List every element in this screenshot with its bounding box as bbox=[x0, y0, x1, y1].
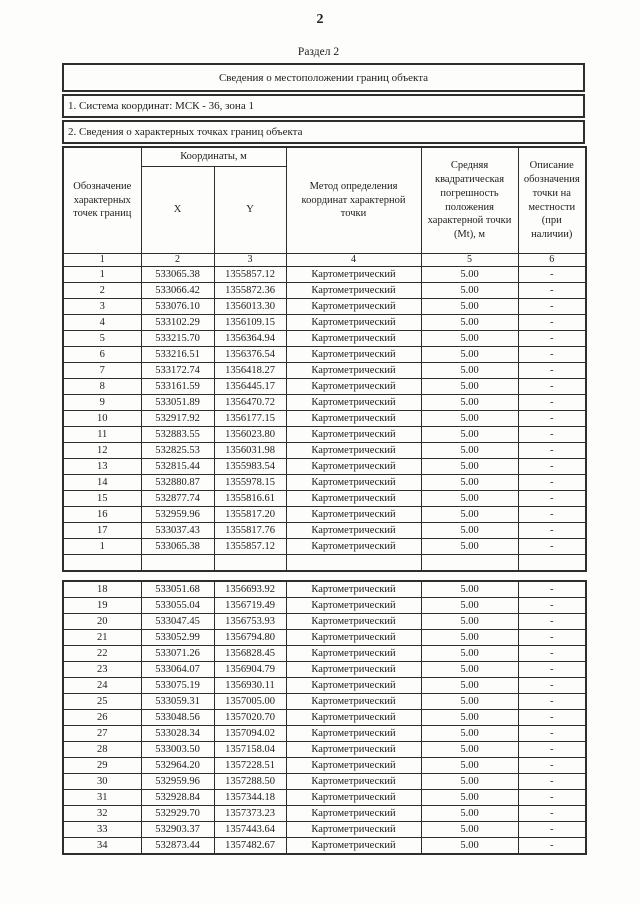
table-row bbox=[63, 283, 586, 299]
cell-col2: 532959.96 bbox=[141, 507, 214, 523]
cell-col1: 22 bbox=[63, 646, 141, 662]
cell-col5: 5 bbox=[421, 254, 518, 267]
cell-col3: 1355857.12 bbox=[214, 267, 286, 283]
cell-col3: 1357094.02 bbox=[214, 726, 286, 742]
cell-col3: 1355983.54 bbox=[214, 459, 286, 475]
header-point-label: Обозначение характерных точек границ bbox=[63, 147, 141, 254]
cell-col5: 5.00 bbox=[421, 614, 518, 630]
cell-col2: 532959.96 bbox=[141, 774, 214, 790]
points-section-1 bbox=[63, 267, 586, 572]
cell-col2: 533102.29 bbox=[141, 315, 214, 331]
cell-col6: - bbox=[518, 331, 586, 347]
cell-col2: 532928.84 bbox=[141, 790, 214, 806]
points-section-2 bbox=[63, 581, 586, 854]
cell-col5: 5.00 bbox=[421, 539, 518, 555]
header-description: Описание обозначения точки на местности (при наличии) bbox=[518, 147, 586, 254]
cell-col4: Картометрический bbox=[286, 507, 421, 523]
cell-col6: 6 bbox=[518, 254, 586, 267]
cell-col1: 23 bbox=[63, 662, 141, 678]
cell-col3: 1355978.15 bbox=[214, 475, 286, 491]
cell-col3: 1356693.92 bbox=[214, 581, 286, 598]
cell-col4: Картометрический bbox=[286, 822, 421, 838]
cell-col3: 1357228.51 bbox=[214, 758, 286, 774]
cell-col3: 1356364.94 bbox=[214, 331, 286, 347]
cell-col4: 4 bbox=[286, 254, 421, 267]
cell-col5: 5.00 bbox=[421, 662, 518, 678]
cell-col3: 1356719.49 bbox=[214, 598, 286, 614]
cell-col6: - bbox=[518, 598, 586, 614]
cell-col1: 3 bbox=[63, 299, 141, 315]
cell-col2: 532883.55 bbox=[141, 427, 214, 443]
table-row bbox=[63, 742, 586, 758]
cell-col2: 533052.99 bbox=[141, 630, 214, 646]
cell-col5: 5.00 bbox=[421, 507, 518, 523]
cell-col3: 1356794.80 bbox=[214, 630, 286, 646]
cell-col5: 5.00 bbox=[421, 491, 518, 507]
cell-col3: 1356904.79 bbox=[214, 662, 286, 678]
cell-col5: 5.00 bbox=[421, 758, 518, 774]
cell-col1: 7 bbox=[63, 363, 141, 379]
cell-col1: 6 bbox=[63, 347, 141, 363]
cell-col5: 5.00 bbox=[421, 315, 518, 331]
cell-col2 bbox=[141, 555, 214, 572]
cell-col1 bbox=[63, 555, 141, 572]
cell-col1: 29 bbox=[63, 758, 141, 774]
coord-system-note: 1. Система координат: МСК - 36, зона 1 bbox=[62, 94, 585, 118]
table-row bbox=[63, 539, 586, 555]
table-row bbox=[63, 758, 586, 774]
points-table-continued bbox=[62, 580, 587, 855]
page-number: 2 bbox=[316, 12, 324, 27]
cell-col4: Картометрический bbox=[286, 491, 421, 507]
cell-col6: - bbox=[518, 710, 586, 726]
table-row bbox=[63, 678, 586, 694]
cell-col3: 1355817.20 bbox=[214, 507, 286, 523]
table-row bbox=[63, 614, 586, 630]
cell-col6: - bbox=[518, 646, 586, 662]
cell-col3: 1356828.45 bbox=[214, 646, 286, 662]
cell-col6: - bbox=[518, 475, 586, 491]
table-row bbox=[63, 710, 586, 726]
cell-col1: 32 bbox=[63, 806, 141, 822]
cell-col1: 10 bbox=[63, 411, 141, 427]
cell-col6: - bbox=[518, 427, 586, 443]
cell-col3: 1356013.30 bbox=[214, 299, 286, 315]
cell-col6: - bbox=[518, 806, 586, 822]
cell-col4: Картометрический bbox=[286, 523, 421, 539]
section-label: Раздел 2 bbox=[297, 46, 340, 58]
cell-col4: Картометрический bbox=[286, 678, 421, 694]
table-section-gap bbox=[62, 572, 585, 580]
cell-col6: - bbox=[518, 299, 586, 315]
cell-col4: Картометрический bbox=[286, 411, 421, 427]
cell-col6: - bbox=[518, 742, 586, 758]
cell-col6: - bbox=[518, 523, 586, 539]
cell-col4: Картометрический bbox=[286, 427, 421, 443]
cell-col1: 15 bbox=[63, 491, 141, 507]
cell-col2: 533216.51 bbox=[141, 347, 214, 363]
table-row bbox=[63, 475, 586, 491]
cell-col2: 533065.38 bbox=[141, 539, 214, 555]
cell-col1: 34 bbox=[63, 838, 141, 855]
cell-col5: 5.00 bbox=[421, 581, 518, 598]
cell-col4: Картометрический bbox=[286, 283, 421, 299]
cell-col6: - bbox=[518, 726, 586, 742]
cell-col1: 27 bbox=[63, 726, 141, 742]
cell-col6: - bbox=[518, 283, 586, 299]
cell-col2: 532825.53 bbox=[141, 443, 214, 459]
cell-col4: Картометрический bbox=[286, 742, 421, 758]
cell-col3: 1356930.11 bbox=[214, 678, 286, 694]
cell-col4: Картометрический bbox=[286, 614, 421, 630]
cell-col3: 1355816.61 bbox=[214, 491, 286, 507]
cell-col3: 1356445.17 bbox=[214, 379, 286, 395]
cell-col2: 533055.04 bbox=[141, 598, 214, 614]
cell-col3: 1356753.93 bbox=[214, 614, 286, 630]
cell-col2: 532880.87 bbox=[141, 475, 214, 491]
table-row bbox=[63, 254, 586, 267]
cell-col3: 3 bbox=[214, 254, 286, 267]
cell-col1: 25 bbox=[63, 694, 141, 710]
cell-col2: 533065.38 bbox=[141, 267, 214, 283]
table-row bbox=[63, 379, 586, 395]
cell-col6 bbox=[518, 555, 586, 572]
cell-col3: 1357344.18 bbox=[214, 790, 286, 806]
cell-col5: 5.00 bbox=[421, 822, 518, 838]
cell-col4: Картометрический bbox=[286, 581, 421, 598]
cell-col6: - bbox=[518, 347, 586, 363]
cell-col5: 5.00 bbox=[421, 331, 518, 347]
cell-col3: 1356418.27 bbox=[214, 363, 286, 379]
table-row bbox=[63, 459, 586, 475]
cell-col4: Картометрический bbox=[286, 459, 421, 475]
table-row bbox=[63, 347, 586, 363]
cell-col5: 5.00 bbox=[421, 630, 518, 646]
cell-col4: Картометрический bbox=[286, 443, 421, 459]
cell-col6: - bbox=[518, 630, 586, 646]
table-row bbox=[63, 523, 586, 539]
cell-col4: Картометрический bbox=[286, 539, 421, 555]
cell-col3: 1357373.23 bbox=[214, 806, 286, 822]
table-row bbox=[63, 662, 586, 678]
cell-col4: Картометрический bbox=[286, 710, 421, 726]
cell-col3: 1356376.54 bbox=[214, 347, 286, 363]
header-coordinates-group: Координаты, м bbox=[141, 147, 286, 167]
cell-col6: - bbox=[518, 443, 586, 459]
cell-col6: - bbox=[518, 838, 586, 855]
cell-col2: 532873.44 bbox=[141, 838, 214, 855]
cell-col6: - bbox=[518, 694, 586, 710]
cell-col4: Картометрический bbox=[286, 694, 421, 710]
cell-col1: 4 bbox=[63, 315, 141, 331]
cell-col5: 5.00 bbox=[421, 742, 518, 758]
table-row bbox=[63, 806, 586, 822]
table-row bbox=[63, 427, 586, 443]
cell-col4: Картометрический bbox=[286, 630, 421, 646]
cell-col1: 33 bbox=[63, 822, 141, 838]
cell-col5: 5.00 bbox=[421, 694, 518, 710]
cell-col4: Картометрический bbox=[286, 379, 421, 395]
cell-col4: Картометрический bbox=[286, 838, 421, 855]
cell-col6: - bbox=[518, 363, 586, 379]
cell-col2: 533172.74 bbox=[141, 363, 214, 379]
cell-col6: - bbox=[518, 758, 586, 774]
cell-col1: 16 bbox=[63, 507, 141, 523]
cell-col5: 5.00 bbox=[421, 790, 518, 806]
cell-col6: - bbox=[518, 411, 586, 427]
cell-col1: 2 bbox=[63, 283, 141, 299]
cell-col5: 5.00 bbox=[421, 459, 518, 475]
cell-col5: 5.00 bbox=[421, 427, 518, 443]
cell-col1: 26 bbox=[63, 710, 141, 726]
cell-col1: 21 bbox=[63, 630, 141, 646]
cell-col6: - bbox=[518, 379, 586, 395]
cell-col6: - bbox=[518, 774, 586, 790]
cell-col1: 12 bbox=[63, 443, 141, 459]
table-row bbox=[63, 646, 586, 662]
table-row bbox=[63, 598, 586, 614]
cell-col2: 533048.56 bbox=[141, 710, 214, 726]
cell-col1: 1 bbox=[63, 254, 141, 267]
cell-col1: 11 bbox=[63, 427, 141, 443]
cell-col1: 9 bbox=[63, 395, 141, 411]
cell-col5: 5.00 bbox=[421, 347, 518, 363]
cell-col3: 1356470.72 bbox=[214, 395, 286, 411]
cell-col4: Картометрический bbox=[286, 806, 421, 822]
cell-col3: 1356031.98 bbox=[214, 443, 286, 459]
cell-col3: 1355872.36 bbox=[214, 283, 286, 299]
cell-col6: - bbox=[518, 614, 586, 630]
cell-col2: 533028.34 bbox=[141, 726, 214, 742]
cell-col4 bbox=[286, 555, 421, 572]
cell-col4: Картометрический bbox=[286, 475, 421, 491]
cell-col5: 5.00 bbox=[421, 774, 518, 790]
cell-col4: Картометрический bbox=[286, 299, 421, 315]
cell-col2: 532903.37 bbox=[141, 822, 214, 838]
document-body bbox=[62, 63, 585, 855]
table-row bbox=[63, 790, 586, 806]
cell-col3: 1357158.04 bbox=[214, 742, 286, 758]
cell-col3: 1357443.64 bbox=[214, 822, 286, 838]
cell-col2: 533066.42 bbox=[141, 283, 214, 299]
cell-col5: 5.00 bbox=[421, 395, 518, 411]
cell-col5: 5.00 bbox=[421, 363, 518, 379]
table-row bbox=[63, 838, 586, 855]
table-row bbox=[63, 822, 586, 838]
cell-col1: 13 bbox=[63, 459, 141, 475]
cell-col4: Картометрический bbox=[286, 646, 421, 662]
cell-col6: - bbox=[518, 315, 586, 331]
table-title: Сведения о местоположении границ объекта bbox=[62, 63, 585, 92]
cell-col5: 5.00 bbox=[421, 283, 518, 299]
cell-col1: 8 bbox=[63, 379, 141, 395]
cell-col1: 20 bbox=[63, 614, 141, 630]
cell-col5: 5.00 bbox=[421, 379, 518, 395]
cell-col2: 533075.19 bbox=[141, 678, 214, 694]
cell-col3: 1357482.67 bbox=[214, 838, 286, 855]
cell-col3: 1355817.76 bbox=[214, 523, 286, 539]
cell-col4: Картометрический bbox=[286, 315, 421, 331]
cell-col5: 5.00 bbox=[421, 838, 518, 855]
table-row bbox=[63, 299, 586, 315]
cell-col6: - bbox=[518, 581, 586, 598]
cell-col4: Картометрический bbox=[286, 662, 421, 678]
header-x: X bbox=[141, 167, 214, 254]
cell-col6: - bbox=[518, 539, 586, 555]
cell-col5 bbox=[421, 555, 518, 572]
cell-col2: 532917.92 bbox=[141, 411, 214, 427]
cell-col5: 5.00 bbox=[421, 443, 518, 459]
table-row bbox=[63, 507, 586, 523]
column-number-row bbox=[63, 254, 586, 267]
cell-col4: Картометрический bbox=[286, 267, 421, 283]
cell-col6: - bbox=[518, 395, 586, 411]
cell-col3: 1356023.80 bbox=[214, 427, 286, 443]
cell-col5: 5.00 bbox=[421, 523, 518, 539]
table-row bbox=[63, 491, 586, 507]
cell-col1: 18 bbox=[63, 581, 141, 598]
points-note: 2. Сведения о характерных точках границ объекта bbox=[62, 120, 585, 144]
cell-col2: 533064.07 bbox=[141, 662, 214, 678]
cell-col2: 532929.70 bbox=[141, 806, 214, 822]
cell-col2: 533076.10 bbox=[141, 299, 214, 315]
cell-col5: 5.00 bbox=[421, 411, 518, 427]
cell-col2: 2 bbox=[141, 254, 214, 267]
table-row bbox=[63, 726, 586, 742]
cell-col5: 5.00 bbox=[421, 646, 518, 662]
cell-col4: Картометрический bbox=[286, 726, 421, 742]
cell-col3: 1356109.15 bbox=[214, 315, 286, 331]
cell-col2: 533051.68 bbox=[141, 581, 214, 598]
cell-col1: 24 bbox=[63, 678, 141, 694]
table-row bbox=[63, 331, 586, 347]
cell-col2: 533059.31 bbox=[141, 694, 214, 710]
cell-col3: 1357005.00 bbox=[214, 694, 286, 710]
cell-col2: 532964.20 bbox=[141, 758, 214, 774]
header-error: Средняя квадратическая погрешность положения характерной точки (Mt), м bbox=[421, 147, 518, 254]
cell-col6: - bbox=[518, 678, 586, 694]
cell-col2: 533051.89 bbox=[141, 395, 214, 411]
cell-col6: - bbox=[518, 507, 586, 523]
cell-col1: 30 bbox=[63, 774, 141, 790]
cell-col5: 5.00 bbox=[421, 710, 518, 726]
table-row bbox=[63, 315, 586, 331]
points-table-header bbox=[63, 147, 586, 254]
cell-col4: Картометрический bbox=[286, 347, 421, 363]
cell-col4: Картометрический bbox=[286, 363, 421, 379]
cell-col4: Картометрический bbox=[286, 774, 421, 790]
cell-col5: 5.00 bbox=[421, 598, 518, 614]
cell-col4: Картометрический bbox=[286, 598, 421, 614]
cell-col6: - bbox=[518, 459, 586, 475]
cell-col5: 5.00 bbox=[421, 806, 518, 822]
table-row bbox=[63, 363, 586, 379]
cell-col1: 5 bbox=[63, 331, 141, 347]
cell-col6: - bbox=[518, 267, 586, 283]
cell-col5: 5.00 bbox=[421, 299, 518, 315]
cell-col5: 5.00 bbox=[421, 726, 518, 742]
cell-col2: 533047.45 bbox=[141, 614, 214, 630]
header-y: Y bbox=[214, 167, 286, 254]
cell-col2: 533161.59 bbox=[141, 379, 214, 395]
cell-col2: 533037.43 bbox=[141, 523, 214, 539]
cell-col5: 5.00 bbox=[421, 678, 518, 694]
cell-col4: Картометрический bbox=[286, 395, 421, 411]
cell-col3: 1357288.50 bbox=[214, 774, 286, 790]
cell-col6: - bbox=[518, 662, 586, 678]
cell-col1: 14 bbox=[63, 475, 141, 491]
cell-col3: 1356177.15 bbox=[214, 411, 286, 427]
cell-col4: Картометрический bbox=[286, 331, 421, 347]
cell-col6: - bbox=[518, 491, 586, 507]
header-method: Метод определения координат характерной точки bbox=[286, 147, 421, 254]
cell-col2: 532815.44 bbox=[141, 459, 214, 475]
cell-col5: 5.00 bbox=[421, 475, 518, 491]
cell-col4: Картометрический bbox=[286, 790, 421, 806]
cell-col3 bbox=[214, 555, 286, 572]
table-row bbox=[63, 267, 586, 283]
cell-col2: 533003.50 bbox=[141, 742, 214, 758]
cell-col3: 1357020.70 bbox=[214, 710, 286, 726]
cell-col1: 17 bbox=[63, 523, 141, 539]
cell-col4: Картометрический bbox=[286, 758, 421, 774]
cell-col1: 19 bbox=[63, 598, 141, 614]
table-row bbox=[63, 774, 586, 790]
cell-col6: - bbox=[518, 790, 586, 806]
cell-col3: 1355857.12 bbox=[214, 539, 286, 555]
table-row bbox=[63, 411, 586, 427]
cell-col6: - bbox=[518, 822, 586, 838]
cell-col1: 1 bbox=[63, 539, 141, 555]
cell-col2: 533215.70 bbox=[141, 331, 214, 347]
table-row bbox=[63, 443, 586, 459]
cell-col1: 31 bbox=[63, 790, 141, 806]
table-row bbox=[63, 555, 586, 572]
table-row bbox=[63, 694, 586, 710]
cell-col1: 1 bbox=[63, 267, 141, 283]
cell-col2: 532877.74 bbox=[141, 491, 214, 507]
table-row bbox=[63, 630, 586, 646]
cell-col1: 28 bbox=[63, 742, 141, 758]
table-row bbox=[63, 395, 586, 411]
points-table bbox=[62, 146, 587, 572]
cell-col5: 5.00 bbox=[421, 267, 518, 283]
table-row bbox=[63, 581, 586, 598]
cell-col2: 533071.26 bbox=[141, 646, 214, 662]
